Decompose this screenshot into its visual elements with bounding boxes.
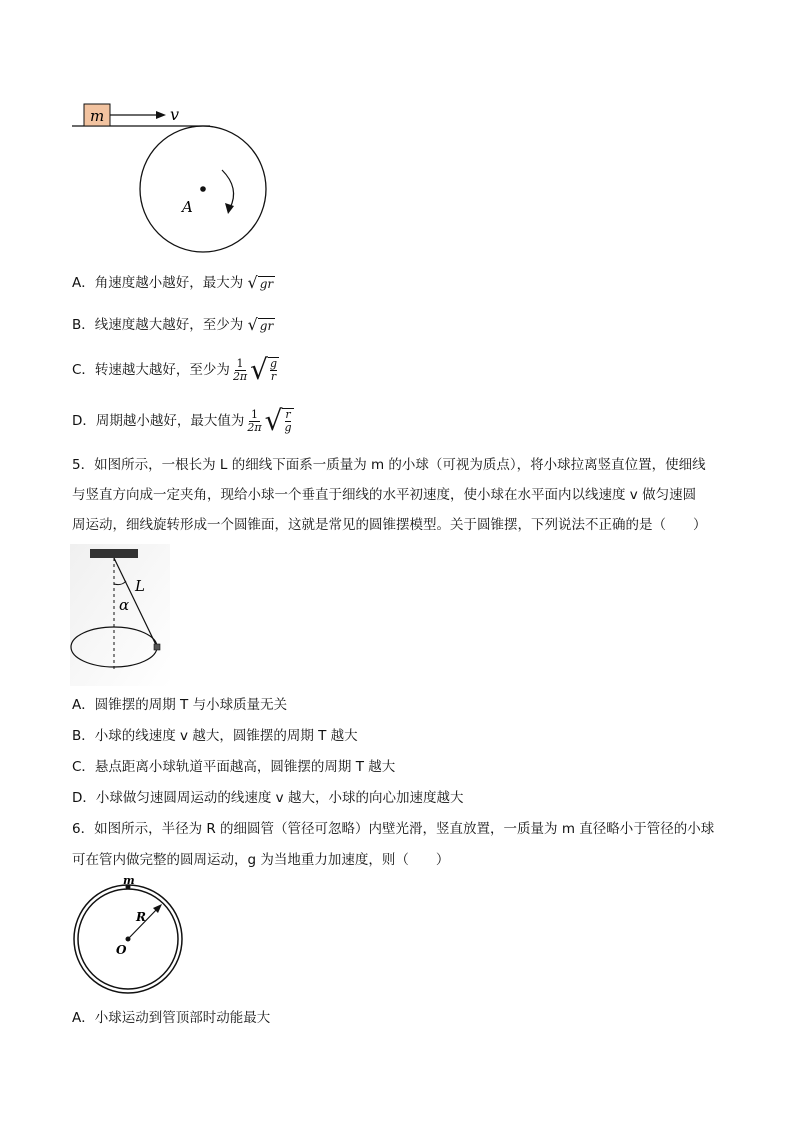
mass-label: m (90, 107, 105, 125)
q6-option-a: A．小球运动到管顶部时动能最大 (72, 1010, 271, 1026)
q5-stem-line2: 与竖直方向成一定夹角，现给小球一个垂直于细线的水平初速度，使小球在水平面内以线速度 v 做匀速圆 (72, 487, 697, 503)
velocity-label: v (170, 105, 180, 124)
q6-stem-line2: 可在管内做完整的圆周运动，g 为当地重力加速度，则（ ） (72, 852, 450, 868)
sqrt-expression: √ gr (247, 315, 274, 334)
ball-label: m (123, 876, 135, 887)
q5-option-a: A．圆锥摆的周期 T 与小球质量无关 (72, 697, 288, 713)
angle-label: α (119, 596, 130, 614)
q6-stem-line1: 6．如图所示，半径为 R 的细圆管（管径可忽略）内壁光滑，竖直放置，一质量为 m 直径略小于管径的小球 (72, 821, 715, 837)
q5-stem-line3: 周运动，细线旋转形成一个圆锥面，这就是常见的圆锥摆模型。关于圆锥摆，下列说法不正确的是（ ） (72, 517, 707, 533)
radius-label: R (136, 910, 146, 924)
figure-wheel (70, 100, 280, 260)
figure-conical-pendulum (70, 544, 170, 686)
center-label: A (182, 198, 193, 216)
sqrt-expression: √ gr (247, 273, 274, 292)
figure-circular-tube (70, 876, 190, 998)
q5-option-d: D．小球做匀速圆周运动的线速度 v 越大，小球的向心加速度越大 (72, 790, 464, 806)
q4-option-b: B．线速度越大越好，至少为 √ gr (72, 315, 274, 334)
q5-option-b: B．小球的线速度 v 越大，圆锥摆的周期 T 越大 (72, 728, 358, 744)
q4-option-c: C．转速越大越好，至少为 $\frac{1}{2\pi}$ √ g r (72, 353, 278, 386)
q4-option-d: D．周期越小越好，最大值为 $\frac{1}{2\pi}$ √ r g (72, 404, 292, 437)
length-label: L (135, 577, 145, 595)
q5-option-c: C．悬点距离小球轨道平面越高，圆锥摆的周期 T 越大 (72, 759, 396, 775)
q4-option-a: A．角速度越小越好，最大为 √ gr (72, 273, 274, 292)
q5-stem-line1: 5．如图所示，一根长为 L 的细线下面系一质量为 m 的小球（可视为质点），将小球拉离竖直位置，使细线 (72, 457, 706, 473)
fraction-sqrt-expression: $\frac{1}{2\pi}$ √ g r (232, 353, 278, 386)
center-label: O (116, 943, 127, 957)
fraction-sqrt-expression: $\frac{1}{2\pi}$ √ r g (247, 404, 292, 437)
